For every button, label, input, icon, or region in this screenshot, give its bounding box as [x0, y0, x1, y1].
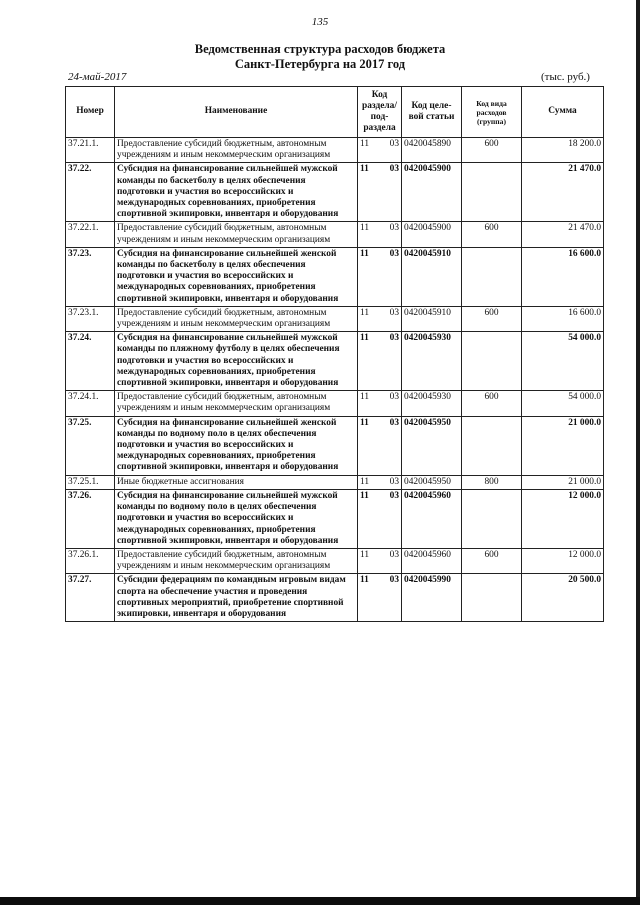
row-sum: 21 470.0 [522, 222, 604, 247]
row-name: Субсидия на финансирование сильнейшей мужской команды по водному поло в целях обеспечения подготовки и участия во всероссийских и международных соревнованиях, приобретения спортивной экипировки, инвентаря и оборудования [115, 489, 358, 548]
row-razdel: 11 [360, 575, 369, 586]
row-expense-type [462, 247, 522, 306]
row-name: Иные бюджетные ассигнования [115, 475, 358, 489]
row-section [358, 391, 402, 416]
row-number: 37.25.1. [66, 475, 115, 489]
row-number: 37.22.1. [66, 222, 115, 247]
table-row [66, 475, 604, 489]
row-target-code: 0420045890 [402, 138, 462, 163]
row-sum: 16 600.0 [522, 247, 604, 306]
table-row [66, 391, 604, 416]
row-razdel: 11 [360, 490, 369, 501]
row-expense-type [462, 574, 522, 622]
row-number: 37.22. [66, 163, 115, 222]
row-number: 37.27. [66, 574, 115, 622]
table-row [66, 222, 604, 247]
row-target-code: 0420045910 [402, 247, 462, 306]
row-name: Предоставление субсидий бюджетным, автономным учреждениям и иным некоммерческим организациям [115, 391, 358, 416]
row-target-code: 0420045900 [402, 222, 462, 247]
row-podrazdel: 03 [389, 490, 399, 501]
row-name: Предоставление субсидий бюджетным, автономным учреждениям и иным некоммерческим организациям [115, 222, 358, 247]
document-title [0, 42, 640, 72]
table-row [66, 416, 604, 475]
row-target-code: 0420045960 [402, 548, 462, 573]
table-row [66, 306, 604, 331]
table-row [66, 247, 604, 306]
row-sum: 20 500.0 [522, 574, 604, 622]
row-target-code: 0420045930 [402, 332, 462, 391]
row-number: 37.25. [66, 416, 115, 475]
row-number: 37.24. [66, 332, 115, 391]
row-razdel: 11 [360, 417, 369, 428]
row-target-code: 0420045950 [402, 416, 462, 475]
row-podrazdel: 03 [389, 417, 399, 428]
row-sum: 54 000.0 [522, 391, 604, 416]
row-podrazdel: 03 [389, 248, 399, 259]
row-podrazdel: 03 [389, 392, 399, 403]
page-number: 135 [311, 16, 329, 28]
row-target-code: 0420045990 [402, 574, 462, 622]
row-podrazdel: 03 [389, 164, 399, 175]
header-expense-type: Код вида расходов (группа) [462, 87, 522, 138]
row-sum: 18 200.0 [522, 138, 604, 163]
row-sum: 54 000.0 [522, 332, 604, 391]
row-section [358, 163, 402, 222]
row-podrazdel: 03 [389, 575, 399, 586]
row-razdel: 11 [360, 307, 370, 318]
row-sum: 12 000.0 [522, 489, 604, 548]
row-name: Предоставление субсидий бюджетным, автономным учреждениям и иным некоммерческим организациям [115, 306, 358, 331]
row-section [358, 416, 402, 475]
row-target-code: 0420045930 [402, 391, 462, 416]
row-podrazdel: 03 [389, 549, 399, 560]
row-section [358, 247, 402, 306]
row-sum: 21 000.0 [522, 416, 604, 475]
row-name: Субсидия на финансирование сильнейшей мужской команды по пляжному футболу в целях обеспечения подготовки и участия во всероссийских и международных соревнованиях, приобретения спортивной экипировки, инвентаря и оборудования [115, 332, 358, 391]
header-name: Наименование [115, 87, 358, 138]
table-row [66, 163, 604, 222]
header-section: Код раздела/ под- раздела [358, 87, 402, 138]
row-target-code: 0420045910 [402, 306, 462, 331]
row-section [358, 332, 402, 391]
table-row [66, 489, 604, 548]
row-podrazdel: 03 [389, 139, 399, 149]
row-expense-type [462, 163, 522, 222]
row-razdel: 11 [360, 476, 370, 487]
header-target: Код целе- вой статьи [402, 87, 462, 138]
row-name: Субсидия на финансирование сильнейшей женской команды по баскетболу в целях обеспечения подготовки и участия во всероссийских и международных соревнованиях, приобретения спортивной экипировки, инвентаря и оборудования [115, 247, 358, 306]
row-razdel: 11 [360, 164, 369, 175]
row-number: 37.24.1. [66, 391, 115, 416]
row-sum: 12 000.0 [522, 548, 604, 573]
row-name: Субсидия на финансирование сильнейшей мужской команды по баскетболу в целях обеспечения подготовки и участия во всероссийских и международных соревнованиях, приобретения спортивной экипировки, инвентаря и оборудования [115, 163, 358, 222]
row-target-code: 0420045900 [402, 163, 462, 222]
row-section [358, 489, 402, 548]
row-sum: 16 600.0 [522, 306, 604, 331]
row-podrazdel: 03 [389, 223, 399, 234]
header-row [66, 87, 604, 138]
row-expense-type [462, 416, 522, 475]
row-number: 37.26.1. [66, 548, 115, 573]
row-target-code: 0420045960 [402, 489, 462, 548]
page-edge [636, 0, 640, 905]
budget-table [65, 86, 604, 622]
row-section [358, 475, 402, 489]
row-name: Предоставление субсидий бюджетным, автономным учреждениям и иным некоммерческим организациям [115, 138, 358, 163]
row-podrazdel: 03 [389, 333, 399, 344]
row-section [358, 138, 402, 163]
row-expense-type: 600 [462, 306, 522, 331]
row-section [358, 222, 402, 247]
row-name: Субсидия на финансирование сильнейшей женской команды по водному поло в целях обеспечения подготовки и участия во всероссийских и международных соревнованиях, приобретения спортивной экипировки, инвентаря и оборудования [115, 416, 358, 475]
row-number: 37.26. [66, 489, 115, 548]
table-row [66, 548, 604, 573]
row-name: Субсидии федерациям по командным игровым видам спорта на обеспечение участия и проведения спортивных мероприятий, приобретение спортивной экипировки, инвентаря и оборудования [115, 574, 358, 622]
row-expense-type [462, 332, 522, 391]
title-line: Санкт-Петербурга на 2017 год [234, 57, 406, 71]
row-razdel: 11 [360, 223, 370, 234]
row-sum: 21 470.0 [522, 163, 604, 222]
row-razdel: 11 [360, 333, 369, 344]
row-expense-type: 600 [462, 548, 522, 573]
row-section [358, 306, 402, 331]
row-razdel: 11 [360, 549, 370, 560]
row-razdel: 11 [360, 248, 369, 259]
row-section [358, 574, 402, 622]
header-sum: Сумма [522, 87, 604, 138]
row-podrazdel: 03 [389, 476, 399, 487]
header-number: Номер [66, 87, 115, 138]
table-row [66, 574, 604, 622]
title-line: Ведомственная структура расходов бюджета [194, 42, 446, 56]
row-number: 37.21.1. [66, 138, 115, 163]
row-podrazdel: 03 [389, 307, 399, 318]
row-number: 37.23. [66, 247, 115, 306]
row-expense-type: 800 [462, 475, 522, 489]
row-expense-type: 600 [462, 222, 522, 247]
row-expense-type: 600 [462, 138, 522, 163]
row-section [358, 548, 402, 573]
row-sum: 21 000.0 [522, 475, 604, 489]
row-expense-type: 600 [462, 391, 522, 416]
row-razdel: 11 [360, 139, 370, 149]
table-row [66, 332, 604, 391]
row-number: 37.23.1. [66, 306, 115, 331]
row-expense-type [462, 489, 522, 548]
row-name: Предоставление субсидий бюджетным, автономным учреждениям и иным некоммерческим организациям [115, 548, 358, 573]
row-razdel: 11 [360, 392, 370, 403]
row-target-code: 0420045950 [402, 475, 462, 489]
table-row [66, 138, 604, 163]
page-edge [0, 897, 640, 905]
units-label: (тыс. руб.) [541, 71, 590, 83]
document-date: 24-май-2017 [68, 71, 127, 83]
